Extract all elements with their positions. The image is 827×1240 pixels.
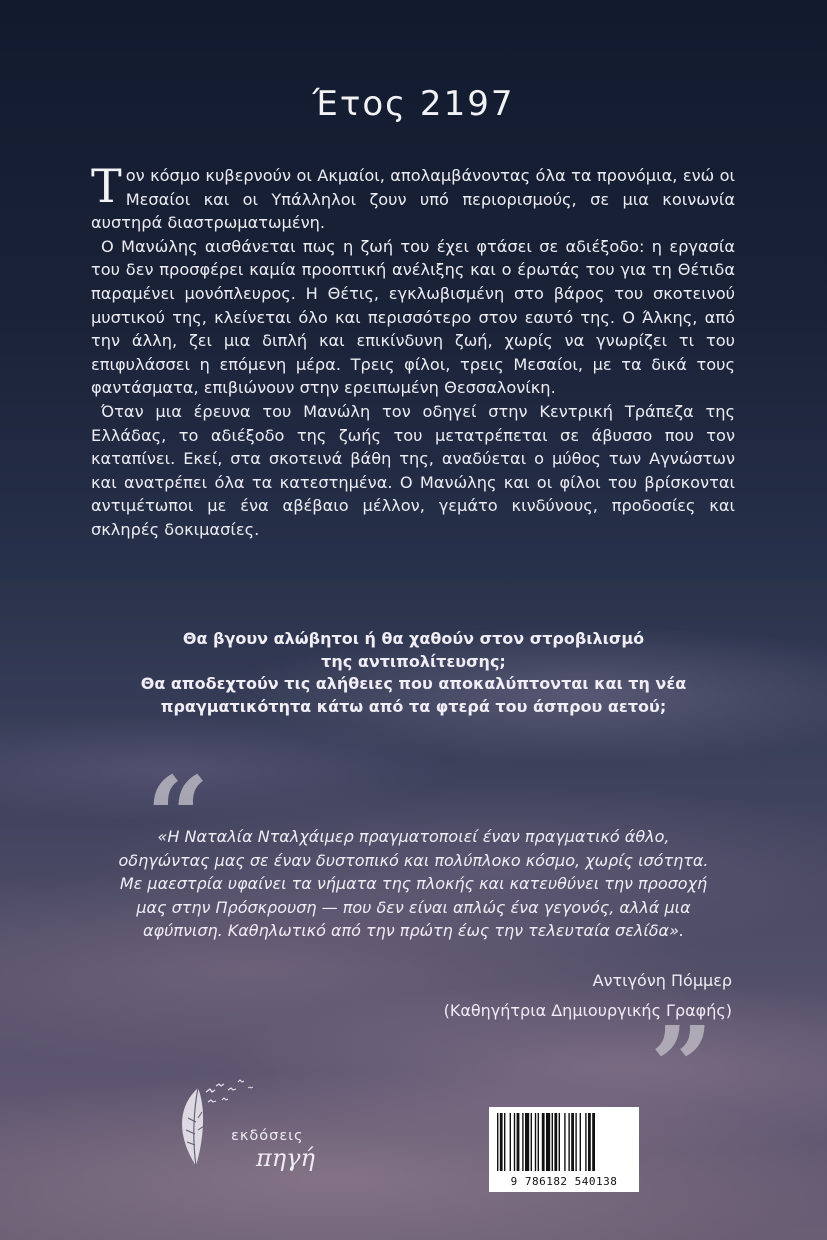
review-line: «Η Ναταλία Νταλχάιμερ πραγματοποιεί έναν πραγματικό άθλο,: [157, 827, 670, 846]
synopsis: [91, 159, 735, 542]
drop-cap: Τ: [91, 159, 122, 213]
barcode-bar: [510, 1113, 511, 1171]
barcode-bar: [575, 1113, 576, 1171]
barcode-bar: [514, 1113, 515, 1171]
barcode-bar: [564, 1113, 565, 1171]
synopsis-paragraph-2: Ο Μανώλης αισθάνεται πως η ζωή του έχει φτάσει σε αδιέξοδο: η εργασία του δεν προσφέρει καμία προοπτική ανέλιξης και ο έρωτάς του για τη Θέτιδα παραμένει μονόπλευρος. Η Θέτις, εγκλωβισμένη στο βάρος του σκοτεινού μυστικού της, κλείνεται όλο και περισσότερο στον εαυτό της. Ο Άλκης, από την άλλη, ζει μια διπλή και επικίνδυνη ζωή, χωρίς να γνωρίζει τι του επιφυλάσσει η επόμενη μέρα. Τρεις φίλοι, τρεις Μεσαίοι, με τα δικά τους φαντάσματα, επιβιώνουν στην ερειπωμένη Θεσσαλονίκη.: [91, 236, 735, 398]
barcode-bar: [525, 1113, 529, 1171]
barcode-bar: [588, 1113, 591, 1171]
barcode-bar: [517, 1113, 520, 1171]
barcode-bar: [546, 1113, 550, 1171]
open-quote-icon: “: [146, 752, 210, 881]
barcode-bar: [568, 1113, 569, 1171]
teaser-line: πραγματικότητα κάτω από τα φτερά του άσπρου αετού;: [160, 696, 667, 716]
synopsis-paragraph-3: Όταν μια έρευνα του Μανώλη τον οδηγεί στην Κεντρική Τράπεζα της Ελλάδας, το αδιέξοδο της ζωής του μετατρέπεται σε άβυσσο που τον καταπίνει. Εκεί, στα σκοτεινά βάθη της, αναδύεται ο μύθος των Αγνώστων και ανατρέπει όλα τα κατεστημένα. Ο Μανώλης και οι φίλοι του βρίσκονται αντιμέτωποι με ένα αβέβαιο μέλλον, γεμάτο κινδύνους, προδοσίες και σκληρές δοκιμασίες.: [91, 401, 735, 539]
barcode-bars: [495, 1113, 633, 1171]
barcode-bar: [504, 1113, 505, 1171]
barcode-bar: [554, 1113, 557, 1171]
barcode-bar: [535, 1113, 536, 1171]
barcode-bar: [497, 1113, 498, 1171]
publisher-name: πηγή: [256, 1144, 315, 1172]
barcode-bar: [531, 1113, 532, 1171]
review-line: αφύπνιση. Καθηλωτικό από την πρώτη έως την τελευταία σελίδα».: [142, 921, 685, 940]
author-role: (Καθηγήτρια Δημιουργικής Γραφής): [443, 1001, 732, 1020]
barcode-bar: [580, 1113, 581, 1171]
teaser-line: της αντιπολίτευσης;: [321, 651, 506, 671]
review-line: οδηγώντας μας σε έναν δυστοπικό και πολύπλοκο κόσμο, χωρίς ισότητα.: [118, 850, 709, 870]
barcode-bar: [571, 1113, 574, 1171]
cover-title: Έτος 2197: [312, 84, 515, 124]
review-line: μας στην Πρόσκρουση — που δεν είναι απλώς ένα γεγονός, αλλά μια: [136, 897, 691, 917]
barcode-bar: [559, 1113, 560, 1171]
publisher-label: εκδόσεις: [231, 1128, 304, 1144]
barcode-bar: [552, 1113, 553, 1171]
barcode-bar: [522, 1113, 523, 1171]
synopsis-paragraph-1-text: ον κόσμο κυβερνούν οι Ακμαίοι, απολαμβάνοντας όλα τα προνόμια, ενώ οι Μεσαίοι και οι Υπάλληλοι ζουν υπό περιορισμούς, σε μια κοινωνία αυστηρά διαστρωματωμένη.: [91, 166, 735, 233]
barcode-bar: [585, 1113, 586, 1171]
barcode-bar: [500, 1113, 503, 1171]
review-quote: [100, 825, 727, 943]
barcode-bar: [592, 1113, 595, 1171]
barcode-bar: [542, 1113, 545, 1171]
close-quote-icon: ”: [650, 1002, 714, 1131]
teaser-line: Θα αποδεχτούν τις αλήθειες που αποκαλύπτονται και τη νέα: [140, 674, 687, 693]
isbn-digits: 9 786182 540138: [510, 1175, 618, 1188]
author-name: Αντιγόνη Πόμμερ: [592, 971, 732, 990]
teaser-line: Θα βγουν αλώβητοι ή θα χαθούν στον στροβιλισμό: [182, 629, 645, 648]
teaser-question: [100, 628, 727, 718]
synopsis-paragraph-1: [91, 159, 735, 235]
review-line: Με μαεστρία υφαίνει τα νήματα της πλοκής και κατευθύνει την προσοχή: [119, 874, 708, 893]
isbn-barcode: [489, 1107, 639, 1192]
barcode-bar: [538, 1113, 539, 1171]
